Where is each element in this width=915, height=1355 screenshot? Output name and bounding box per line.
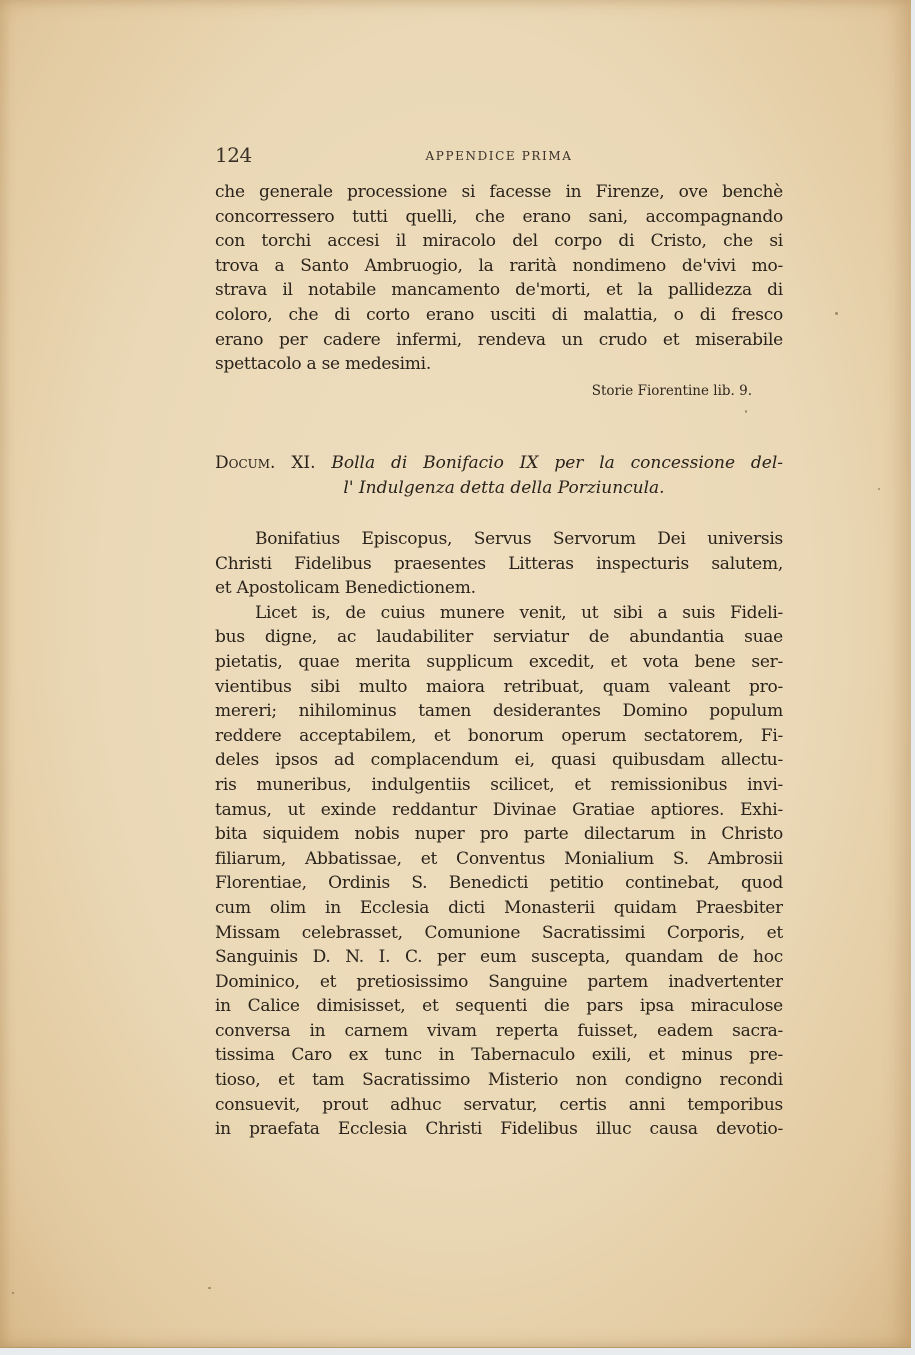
- text-line: vientibus sibi multo maiora retribuat, quam valeant pro-: [215, 676, 783, 697]
- text-line: Licet is, de cuius munere venit, ut sibi a suis Fideli-: [255, 602, 783, 623]
- text-line: conversa in carnem vivam reperta fuisset, eadem sacra-: [215, 1020, 783, 1041]
- text-line: in Calice dimisisset, et sequenti die pars ipsa miraculose: [215, 996, 783, 1017]
- document-heading: [215, 451, 783, 501]
- text-line: strava il notabile mancamento de'morti, et la pallidezza di: [215, 280, 783, 301]
- text-line: consuevit, prout adhuc servatur, certis anni temporibus: [215, 1094, 783, 1115]
- text-line: mereri; nihilominus tamen desiderantes Domino populum: [215, 701, 783, 722]
- running-head-title: APPENDICE PRIMA: [425, 149, 573, 163]
- text-line: tamus, ut exinde reddantur Divinae Gratiae aptiores. Exhi-: [215, 799, 783, 820]
- text-line: deles ipsos ad complacendum ei, quasi quibusdam allectu-: [215, 750, 783, 771]
- document-label: Docum.: [215, 453, 276, 473]
- text-line: pietatis, quae merita supplicum excedit, et vota bene ser-: [215, 651, 783, 672]
- quoted-passage: [215, 180, 783, 377]
- text-line: tissima Caro ex tunc in Tabernaculo exili, et minus pre-: [215, 1045, 783, 1066]
- text-line: Missam celebrasset, Comunione Sacratissimi Corporis, et: [215, 922, 783, 943]
- text-line: filiarum, Abbatissae, et Conventus Monialium S. Ambrosii: [215, 848, 783, 869]
- text-line: et Apostolicam Benedictionem.: [215, 578, 476, 599]
- text-line: concorressero tutti quelli, che erano sani, accompagnando: [215, 206, 783, 227]
- running-head: [215, 143, 783, 167]
- text-line: bus digne, ac laudabiliter serviatur de abundantia suae: [215, 627, 783, 648]
- text-line: Sanguinis D. N. I. C. per eum suscepta, quandam de hoc: [215, 947, 783, 968]
- document-heading-line-1: [215, 451, 783, 476]
- text-line: erano per cadere infermi, rendeva un crudo et miserabile: [215, 329, 783, 350]
- text-line: bita siquidem nobis nuper pro parte dilectarum in Christo: [215, 824, 783, 845]
- document-number: XI.: [291, 453, 316, 473]
- text-line: con torchi accesi il miracolo del corpo di Cristo, che si: [215, 231, 783, 252]
- text-line: coloro, che di corto erano usciti di malattia, o di fresco: [215, 304, 783, 325]
- document-title-part-2: l' Indulgenza detta della Porziuncula.: [343, 478, 665, 498]
- text-line: Dominico, et pretiosissimo Sanguine partem inadvertenter: [215, 971, 783, 992]
- source-citation: Storie Fiorentine lib. 9.: [591, 383, 752, 399]
- paper-speck: [878, 488, 880, 490]
- text-line: cum olim in Ecclesia dicti Monasterii quidam Praesbiter: [215, 897, 783, 918]
- text-line: che generale processione si facesse in Firenze, ove benchè: [215, 182, 783, 202]
- text-line: spettacolo a se medesimi.: [215, 354, 432, 375]
- paper-speck: [835, 312, 838, 315]
- text-line: reddere acceptabilem, et bonorum operum sectatorem, Fi-: [215, 725, 783, 746]
- latin-bull-text: [215, 527, 783, 1142]
- text-line: Christi Fidelibus praesentes Litteras inspecturis salutem,: [215, 553, 783, 574]
- text-line: tioso, et tam Sacratissimo Misterio non condigno recondi: [215, 1070, 783, 1091]
- paper-speck: [208, 1287, 211, 1289]
- text-line: Bonifatius Episcopus, Servus Servorum Dei universis: [255, 529, 783, 549]
- paper-speck: [745, 410, 747, 413]
- text-line: trova a Santo Ambruogio, la rarità nondimeno de'vivi mo-: [215, 255, 783, 276]
- text-line: in praefata Ecclesia Christi Fidelibus illuc causa devotio-: [215, 1119, 783, 1140]
- document-title-part-1: Bolla di Bonifacio IX per la concessione del-: [331, 453, 784, 473]
- page-number: 124: [215, 143, 252, 167]
- paper-speck: [12, 1292, 14, 1294]
- text-line: ris muneribus, indulgentiis scilicet, et remissionibus invi-: [215, 774, 783, 795]
- text-line: Florentiae, Ordinis S. Benedicti petitio continebat, quod: [215, 873, 783, 894]
